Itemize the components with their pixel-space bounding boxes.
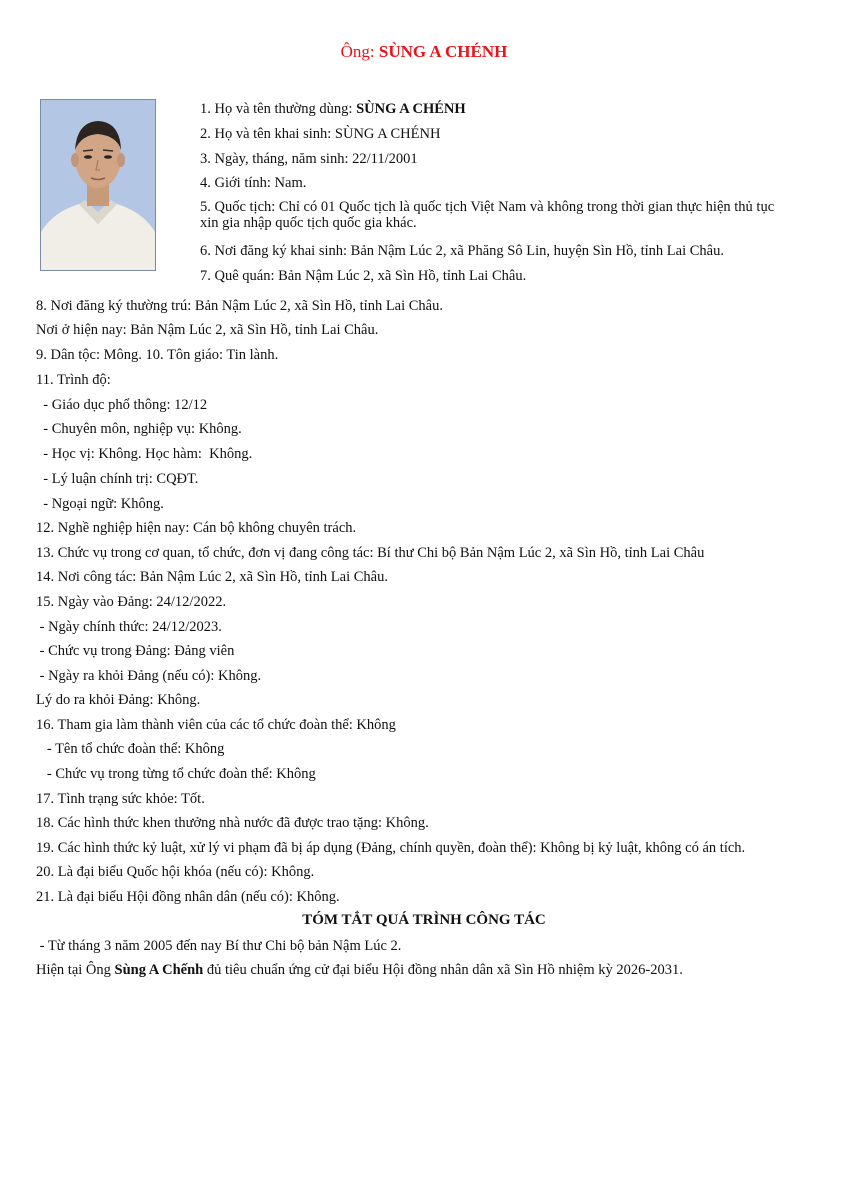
detail-line: - Chức vụ trong Đảng: Đảng viên xyxy=(36,643,235,659)
detail-line: 19. Các hình thức kỷ luật, xử lý vi phạm đã bị áp dụng (Đảng, chính quyền, đoàn thể): Không bị kỷ luật, không có án tích. xyxy=(36,840,746,856)
candidate-photo xyxy=(40,99,156,271)
detail-line: - Chức vụ trong từng tổ chức đoàn thể: Không xyxy=(36,766,316,782)
common-name-value: SÙNG A CHÉNH xyxy=(356,101,466,117)
detail-line: - Học vị: Không. Học hàm: Không. xyxy=(36,446,253,462)
detail-line: 8. Nơi đăng ký thường trú: Bản Nậm Lúc 2, xã Sìn Hồ, tỉnh Lai Châu. xyxy=(36,298,443,314)
detail-line: 14. Nơi công tác: Bản Nậm Lúc 2, xã Sìn Hồ, tỉnh Lai Châu. xyxy=(36,569,388,585)
candidate-title xyxy=(0,42,848,62)
detail-line: 20. Là đại biểu Quốc hội khóa (nếu có): Không. xyxy=(36,864,315,880)
birth-registration-line: 6. Nơi đăng ký khai sinh: Bản Nậm Lúc 2, xã Phăng Sô Lin, huyện Sìn Hồ, tỉnh Lai Châu. xyxy=(200,243,724,259)
common-name-line xyxy=(200,101,466,118)
detail-line: 21. Là đại biểu Hội đồng nhân dân (nếu có): Không. xyxy=(36,889,340,905)
detail-line: - Ngoại ngữ: Không. xyxy=(36,496,164,512)
detail-line: 18. Các hình thức khen thưởng nhà nước đã được trao tặng: Không. xyxy=(36,815,429,831)
portrait-illustration xyxy=(41,100,155,270)
detail-line: Lý do ra khỏi Đảng: Không. xyxy=(36,692,201,708)
detail-line: 13. Chức vụ trong cơ quan, tổ chức, đơn vị đang công tác: Bí thư Chi bộ Bản Nậm Lúc 2, xã Sìn Hồ, tỉnh Lai Châu xyxy=(36,545,705,561)
gender-line: 4. Giới tính: Nam. xyxy=(200,175,307,191)
detail-line: - Tên tổ chức đoàn thể: Không xyxy=(36,741,225,757)
detail-line: 11. Trình độ: xyxy=(36,372,111,388)
conclusion-suffix: đủ tiêu chuẩn ứng cử đại biểu Hội đồng nhân dân xã Sìn Hồ nhiệm kỳ 2026-2031. xyxy=(203,962,683,978)
dob-line: 3. Ngày, tháng, năm sinh: 22/11/2001 xyxy=(200,151,418,167)
common-name-label: 1. Họ và tên thường dùng: xyxy=(200,101,357,117)
birth-name-line: 2. Họ và tên khai sinh: SÙNG A CHÉNH xyxy=(200,126,441,142)
detail-line: - Chuyên môn, nghiệp vụ: Không. xyxy=(36,421,242,437)
title-name: SÙNG A CHÉNH xyxy=(378,42,508,61)
title-prefix: Ông: xyxy=(340,42,379,61)
summary-heading: TÓM TẮT QUÁ TRÌNH CÔNG TÁC xyxy=(302,912,546,928)
nationality-line: 5. Quốc tịch: Chỉ có 01 Quốc tịch là quốc tịch Việt Nam và không trong thời gian thực hiện thủ tục xin gia nhập quốc tịch quốc gia khác. xyxy=(200,199,775,231)
hometown-line: 7. Quê quán: Bản Nậm Lúc 2, xã Sìn Hồ, tỉnh Lai Châu. xyxy=(200,268,527,284)
detail-line: 12. Nghề nghiệp hiện nay: Cán bộ không chuyên trách. xyxy=(36,520,357,536)
detail-line: 17. Tình trạng sức khỏe: Tốt. xyxy=(36,791,205,807)
detail-line: 9. Dân tộc: Mông. 10. Tôn giáo: Tin lành. xyxy=(36,347,279,363)
conclusion-prefix: Hiện tại Ông xyxy=(36,962,115,978)
summary-item: - Từ tháng 3 năm 2005 đến nay Bí thư Chi bộ bản Nậm Lúc 2. xyxy=(36,938,402,954)
detail-line: 15. Ngày vào Đảng: 24/12/2022. xyxy=(36,594,227,610)
detail-line: Nơi ở hiện nay: Bản Nậm Lúc 2, xã Sìn Hồ, tỉnh Lai Châu. xyxy=(36,322,379,338)
summary-conclusion xyxy=(36,962,683,979)
detail-line: - Giáo dục phổ thông: 12/12 xyxy=(36,397,208,413)
conclusion-name: Sùng A Chếnh xyxy=(114,962,204,978)
detail-line: 16. Tham gia làm thành viên của các tổ chức đoàn thể: Không xyxy=(36,717,396,733)
detail-line: - Lý luận chính trị: CQĐT. xyxy=(36,471,199,487)
detail-line: - Ngày ra khỏi Đảng (nếu có): Không. xyxy=(36,668,262,684)
detail-line: - Ngày chính thức: 24/12/2023. xyxy=(36,619,222,635)
